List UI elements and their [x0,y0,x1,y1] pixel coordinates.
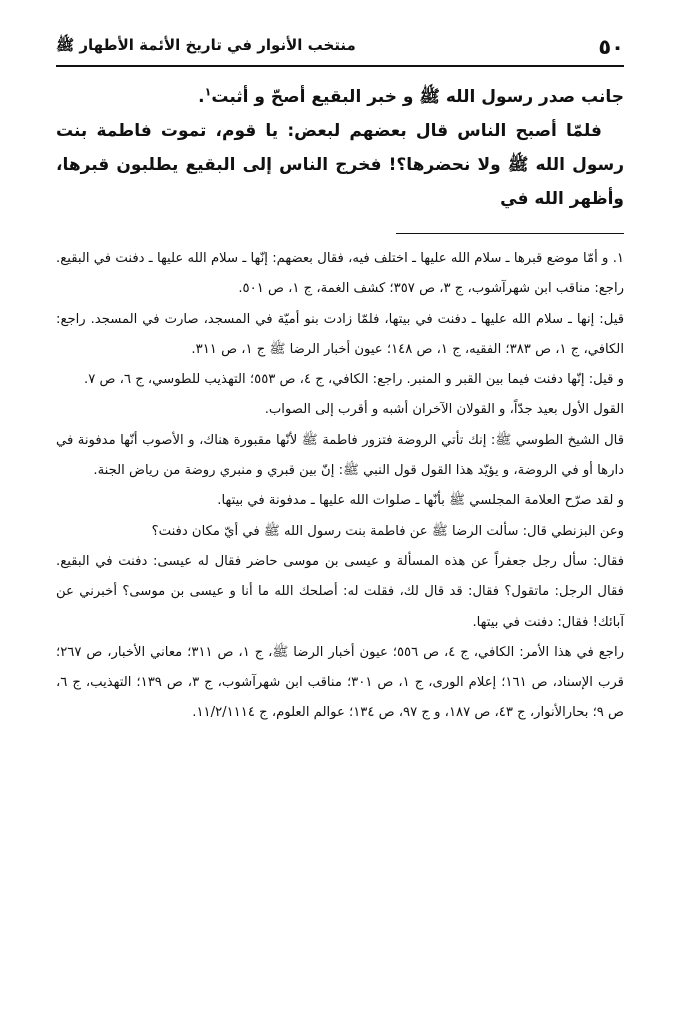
footnote-paragraph: و قيل: إنّها دفنت فيما بين القبر و المنبر. راجع: الكافي، ج ٤، ص ٥٥٣؛ التهذيب للطوسي، ج ٦، ص ٧. [84,372,624,388]
footnote-paragraph: و لقد صرّح العلامة المجلسي ﷺ بأنّها ـ صلوات الله عليها ـ مدفونة في بيتها. [217,493,624,509]
footnote-paragraph: راجع في هذا الأمر: الكافي، ج ٤، ص ٥٥٦؛ عيون أخبار الرضا ﷺ، ج ١، ص ٣١١؛ معاني الأخبار، ص ٢٦٧؛ قرب الإسناد، ص ١٦١؛ إعلام الورى، ج ١، ص ٣٠١؛ مناقب ابن شهرآشوب، ج ٣، ص ١٣٩؛ التهذيب، ج ٦، ص ٩؛ بحارالأنوار، ج ٤٣، ص ١٨٧، و ج ٩٧، ص ١٣٤؛ عوالم العلوم، ج ١١/٢/١١١٤. [56,644,624,721]
footnotes [56,244,624,729]
main-paragraph-1-text: جانب صدر رسول الله ﷺ و خبر البقيع أصحّ و أثبت [211,87,624,107]
main-paragraph-2: فلمّا أصبح الناس قال بعضهم لبعض: يا قوم، تموت فاطمة بنت رسول الله ﷺ ولا نحضرها؟! فخرج الناس إلى البقيع يطلبون قبرها، وأظهر الله في [56,121,624,209]
footnote-paragraph: وعن البزنطي قال: سألت الرضا ﷺ عن فاطمة بنت رسول الله ﷺ في أيّ مكان دفنت؟ [151,523,624,539]
main-paragraph-1: جانب صدر رسول الله ﷺ و خبر البقيع أصحّ و أثبت$^١$. [198,85,624,107]
footnote-paragraph: قيل: إنها ـ سلام الله عليها ـ دفنت في بيتها، فلمّا زادت بنو أميّة في المسجد، صارت في المسجد. راجع: الكافي، ج ١، ص ٣٨٣؛ الفقيه، ج ١، ص ١٤٨؛ عيون أخبار الرضا ﷺ ج ١، ص ٣١١. [56,311,624,357]
footnote-separator [396,233,624,234]
footnote-paragraph: فقال: سأل رجل جعفراً عن هذه المسألة و عيسى بن موسى حاضر فقال له عيسى: دفنت في البقيع. فقال الرجل: ماتقول؟ فقال: قد قال لك، فقلت له: أصلحك الله ما أنا و عيسى بن موسى؟ أخبرني عن آبائك! فقال: دفنت في بيتها. [56,553,624,630]
footnote-paragraph: ١. و أمّا موضع قبرها ـ سلام الله عليها ـ اختلف فيه، فقال بعضهم: إنّها ـ سلام الله عليها ـ دفنت في البقيع. راجع: مناقب ابن شهرآشوب، ج ٣، ص ٣٥٧؛ كشف الغمة، ج ١، ص ٥٠١. [56,251,624,297]
header-rule [56,65,624,67]
page-number: ٥٠ [598,35,624,59]
page-header [56,30,624,64]
footnote-paragraph: القول الأول بعيد جدّاً، و القولان الآخران أشبه و أقرب إلى الصواب. [264,402,624,418]
footnote-reference[interactable]: ١ [204,85,212,99]
footnote-paragraph: قال الشيخ الطوسي ﷺ: إنك تأتي الروضة فتزور فاطمة ﷺ لأنّها مقبورة هناك، و الأصوب أنّها مدفونة في دارها أو في الروضة، و يؤيّد هذا القول قول النبي ﷺ: إنّ بين قبري و منبري روضة من رياض الجنة. [56,432,624,479]
running-title: منتخب الأنوار في تاريخ الأئمة الأطهار ﷺ [56,36,356,54]
main-text [56,80,624,216]
